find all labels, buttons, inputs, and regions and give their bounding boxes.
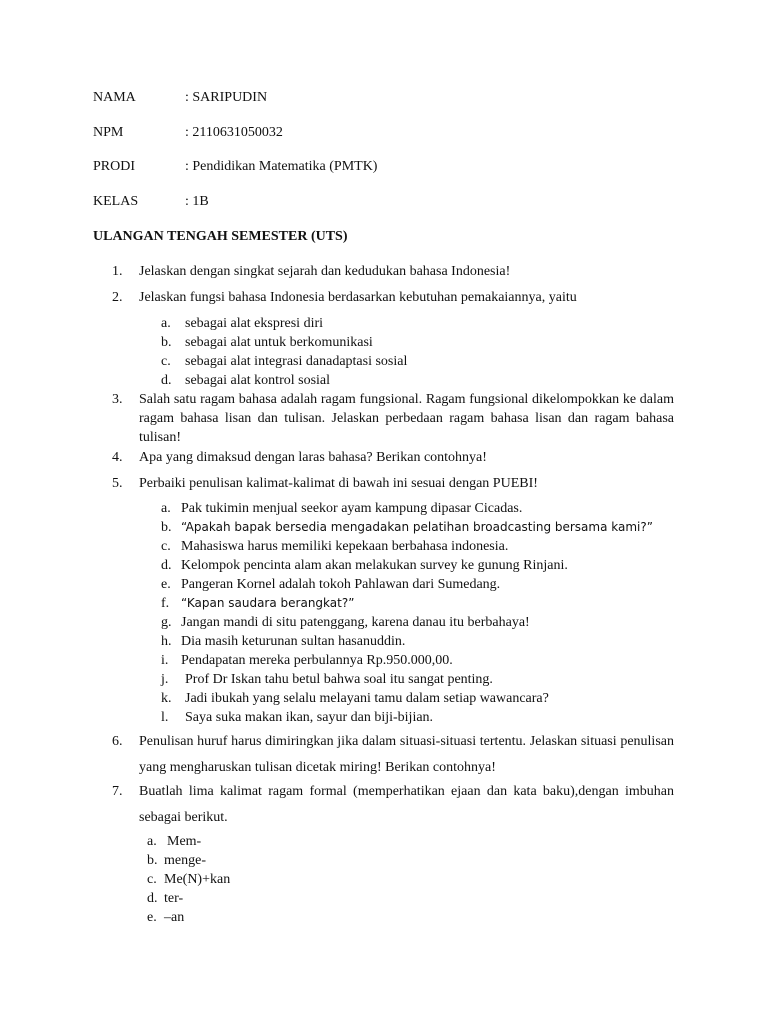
item-marker: l. <box>161 710 169 725</box>
item-marker: c. <box>161 539 171 554</box>
item-marker: d. <box>161 373 172 388</box>
item-text: Mem- <box>167 834 202 849</box>
question-text: Perbaiki penulisan kalimat-kalimat di bawah ini sesuai dengan PUEBI! <box>139 476 538 491</box>
question-number: 5. <box>112 476 123 491</box>
item-marker: a. <box>161 316 171 331</box>
field-nama <box>93 88 693 107</box>
item-text: Pendapatan mereka perbulannya Rp.950.000,00. <box>181 653 453 668</box>
field-kelas <box>93 192 693 211</box>
item-text: Dia masih keturunan sultan hasanuddin. <box>181 634 406 649</box>
question-text: Buatlah lima kalimat ragam formal (memperhatikan ejaan dan kata baku),dengan imbuhan sebagai berikut. <box>139 784 674 825</box>
item-text: Mahasiswa harus memiliki kepekaan berbahasa indonesia. <box>181 539 509 554</box>
question-text: Jelaskan dengan singkat sejarah dan kedudukan bahasa Indonesia! <box>139 264 511 279</box>
item-text: sebagai alat integrasi danadaptasi sosial <box>185 354 408 369</box>
item-text: Me(N)+kan <box>164 872 231 887</box>
prodi-value: : Pendidikan Matematika (PMTK) <box>185 159 378 174</box>
field-prodi <box>93 157 693 176</box>
item-marker: c. <box>147 872 157 887</box>
question-text: Apa yang dimaksud dengan laras bahasa? Berikan contohnya! <box>139 450 487 465</box>
npm-label: NPM <box>93 125 124 140</box>
item-text: “Kapan saudara berangkat?” <box>181 596 355 610</box>
item-text: Jadi ibukah yang selalu melayani tamu dalam setiap wawancara? <box>185 691 549 706</box>
item-marker: d. <box>147 891 158 906</box>
item-text: Pak tukimin menjual seekor ayam kampung dipasar Cicadas. <box>181 501 523 516</box>
prodi-label: PRODI <box>93 159 136 174</box>
item-text: sebagai alat ekspresi diri <box>185 316 324 331</box>
item-marker: f. <box>161 596 170 611</box>
item-text: ter- <box>164 891 184 906</box>
item-text: Saya suka makan ikan, sayur dan biji-bijian. <box>185 710 434 725</box>
item-text: Kelompok pencinta alam akan melakukan survey ke gunung Rinjani. <box>181 558 568 573</box>
item-text: sebagai alat kontrol sosial <box>185 373 331 388</box>
item-text: “Apakah bapak bersedia mengadakan pelatihan broadcasting bersama kami?” <box>181 520 653 534</box>
nama-label: NAMA <box>93 90 136 105</box>
item-marker: k. <box>161 691 172 706</box>
question-text: Penulisan huruf harus dimiringkan jika dalam situasi-situasi tertentu. Jelaskan situasi penulisan yang mengharuskan tulisan dicetak miring! Berikan contohnya! <box>139 734 674 775</box>
item-marker: a. <box>161 501 171 516</box>
question-text: Jelaskan fungsi bahasa Indonesia berdasarkan kebutuhan pemakaiannya, yaitu <box>139 290 577 305</box>
item-marker: d. <box>161 558 172 573</box>
npm-value: : 2110631050032 <box>185 125 283 140</box>
item-text: Pangeran Kornel adalah tokoh Pahlawan dari Sumedang. <box>181 577 501 592</box>
item-text: Prof Dr Iskan tahu betul bahwa soal itu sangat penting. <box>185 672 493 687</box>
kelas-value: : 1B <box>185 194 209 209</box>
item-marker: g. <box>161 615 172 630</box>
item-marker: b. <box>147 853 158 868</box>
question-number: 2. <box>112 290 123 305</box>
item-text: –an <box>164 910 185 925</box>
item-marker: j. <box>161 672 169 687</box>
item-marker: b. <box>161 520 172 535</box>
item-text: sebagai alat untuk berkomunikasi <box>185 335 373 350</box>
question-number: 1. <box>112 264 123 279</box>
item-marker: h. <box>161 634 172 649</box>
item-text: menge- <box>164 853 206 868</box>
exam-title: ULANGAN TENGAH SEMESTER (UTS) <box>93 229 348 244</box>
kelas-label: KELAS <box>93 194 139 209</box>
item-marker: i. <box>161 653 169 668</box>
field-npm <box>93 123 693 142</box>
item-marker: b. <box>161 335 172 350</box>
nama-value: : SARIPUDIN <box>185 90 268 105</box>
question-number: 6. <box>112 734 123 749</box>
question-number: 4. <box>112 450 123 465</box>
question-text: Salah satu ragam bahasa adalah ragam fungsional. Ragam fungsional dikelompokkan ke dalam ragam bahasa lisan dan tulisan. Jelaskan perbedaan ragam bahasa lisan dan ragam bahasa tulisan! <box>139 392 674 445</box>
question-number: 7. <box>112 784 123 799</box>
question-number: 3. <box>112 392 123 407</box>
item-marker: e. <box>147 910 157 925</box>
item-marker: a. <box>147 834 157 849</box>
item-marker: c. <box>161 354 171 369</box>
item-marker: e. <box>161 577 171 592</box>
item-text: Jangan mandi di situ patenggang, karena danau itu berbahaya! <box>181 615 530 630</box>
